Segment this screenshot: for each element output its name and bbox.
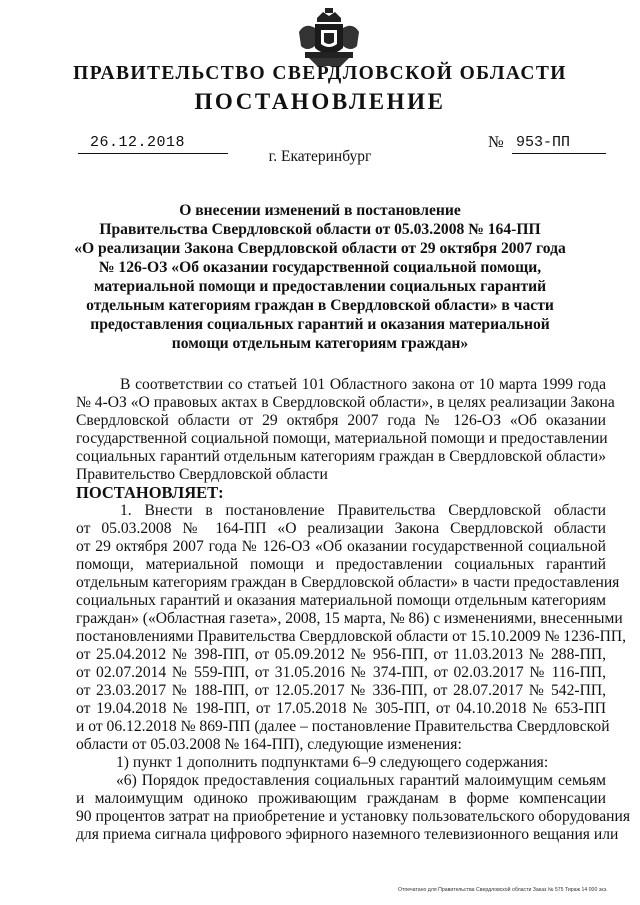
item1-line: от 25.04.2012 № 398-ПП, от 05.09.2012 № 956-ПП, от 11.03.2013 № 288-ПП, [76,646,606,663]
item1-line: постановлениями Правительства Свердловской области от 15.10.2009 № 1236-ПП, [76,628,627,645]
item1-line: от 29 октября 2007 года № 126-ОЗ «Об оказании государственной социальной [76,538,606,555]
document-number: 953-ПП [516,134,571,151]
item1-line: от 23.03.2017 № 188-ПП, от 12.05.2017 № 336-ПП, от 28.07.2017 № 542-ПП, [76,682,606,699]
item1-line: и от 06.12.2018 № 869-ПП (далее – постановление Правительства Свердловской [76,718,610,735]
title-line: предоставления социальных гарантий и оказания материальной [90,316,550,333]
subitem-1: 1) пункт 1 дополнить подпунктами 6–9 следующего содержания: [116,754,549,771]
item1-line: помощи, материальной помощи и предоставлении социальных гарантий [76,556,606,573]
number-sign: № [488,132,504,151]
item1-line: социальных гарантий и оказания материальной помощи отдельным категориям [76,592,606,609]
title-line: Правительства Свердловской области от 05.03.2008 № 164-ПП [99,221,541,238]
preamble-line: № 4-ОЗ «О правовых актах в Свердловской области», в целях реализации Закона [76,394,615,411]
subitem6-line: для приема сигнала цифрового эфирного наземного телевизионного вещания или [76,826,619,843]
document-date: 26.12.2018 [90,134,186,151]
title-line: помощи отдельным категориям граждан» [171,335,469,352]
coat-of-arms-icon [297,6,361,68]
document-body [76,376,631,844]
title-line: материальной помощи и предоставлении социальных гарантий [93,278,547,295]
title-line: отдельным категориям граждан в Свердловской области» в части [86,297,554,314]
city: г. Екатеринбург [268,148,372,165]
decree-word: ПОСТАНОВЛЯЕТ: [76,483,224,502]
title-line: О внесении изменений в постановление [179,202,461,219]
item1-line: от 19.04.2018 № 198-ПП, от 17.05.2018 № 305-ПП, от 04.10.2018 № 653-ПП [76,700,606,717]
document-title [60,201,580,353]
document-type: ПОСТАНОВЛЕНИЕ [194,89,446,114]
preamble-line: Свердловской области от 29 октября 2007 года № 126-ОЗ «Об оказании [76,412,606,429]
preamble-line: социальных гарантий отдельным категориям граждан в Свердловской области» [76,448,606,465]
subitem6-line: «6) Порядок предоставления социальных гарантий малоимущим семьям [116,772,606,789]
print-footer: Отпечатано для Правительства Свердловской области Заказ № 575 Тираж 14 000 экз. [398,887,608,893]
preamble-line: Правительство Свердловской области [76,466,328,483]
organization-name: ПРАВИТЕЛЬСТВО СВЕРДЛОВСКОЙ ОБЛАСТИ [73,63,567,84]
preamble-line: В соответствии со статьей 101 Областного закона от 10 марта 1999 года [120,376,606,393]
item1-line: граждан» («Областная газета», 2008, 15 марта, № 86) с изменениями, внесенными [76,610,623,627]
subitem6-line: 90 процентов затрат на приобретение и установку пользовательского оборудования [76,808,631,825]
item1-line: отдельным категориям граждан в Свердловской области» в части предоставления [76,574,620,591]
subitem6-line: и малоимущим одиноко проживающим гражданам в форме компенсации [76,790,606,807]
item1-line: 1. Внести в постановление Правительства Свердловской области [120,502,606,519]
title-line: «О реализации Закона Свердловской области от 29 октября 2007 года [74,240,566,257]
item1-line: от 05.03.2008 № 164-ПП «О реализации Закона Свердловской области [76,520,606,537]
title-line: № 126-ОЗ «Об оказании государственной социальной помощи, [98,259,542,276]
item1-line: от 02.07.2014 № 559-ПП, от 31.05.2016 № 374-ПП, от 02.03.2017 № 116-ПП, [76,664,606,681]
item1-line: области от 05.03.2008 № 164-ПП), следующие изменения: [76,736,462,753]
preamble-line: государственной социальной помощи, материальной помощи и предоставлении [76,430,608,447]
